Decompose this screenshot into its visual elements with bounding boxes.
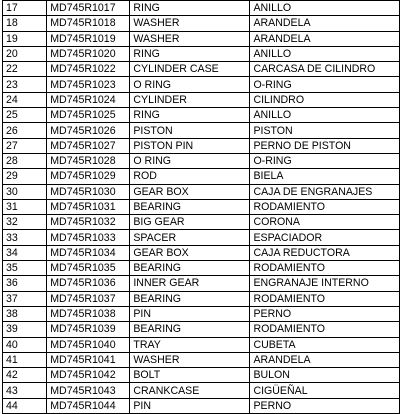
part-code-cell: MD745R1031 (47, 199, 130, 214)
item-number-cell: 35 (3, 261, 47, 276)
table-row (3, 1, 400, 16)
description-es-cell: CUBETA (250, 337, 400, 352)
description-es-cell: BULON (250, 368, 400, 383)
part-code-cell: MD745R1042 (47, 368, 130, 383)
item-number-cell: 32 (3, 215, 47, 230)
description-en-cell: O RING (130, 77, 250, 92)
part-code-cell: MD745R1017 (47, 1, 130, 16)
description-en-cell: BOLT (130, 368, 250, 383)
part-code-cell: MD745R1036 (47, 276, 130, 291)
table-row (3, 276, 400, 291)
table-row (3, 215, 400, 230)
description-en-cell: RING (130, 1, 250, 16)
part-code-cell: MD745R1033 (47, 230, 130, 245)
item-number-cell: 23 (3, 77, 47, 92)
item-number-cell: 24 (3, 92, 47, 107)
item-number-cell: 26 (3, 123, 47, 138)
description-en-cell: BEARING (130, 261, 250, 276)
description-en-cell: RING (130, 108, 250, 123)
description-es-cell: CAJA DE ENGRANAJES (250, 184, 400, 199)
item-number-cell: 39 (3, 322, 47, 337)
table-row (3, 245, 400, 260)
description-en-cell: PISTON (130, 123, 250, 138)
table-row (3, 92, 400, 107)
part-code-cell: MD745R1019 (47, 31, 130, 46)
part-code-cell: MD745R1027 (47, 138, 130, 153)
table-row (3, 16, 400, 31)
table-row (3, 368, 400, 383)
part-code-cell: MD745R1041 (47, 352, 130, 367)
part-code-cell: MD745R1030 (47, 184, 130, 199)
table-row (3, 352, 400, 367)
part-code-cell: MD745R1023 (47, 77, 130, 92)
description-en-cell: GEAR BOX (130, 184, 250, 199)
part-code-cell: MD745R1038 (47, 306, 130, 321)
description-en-cell: GEAR BOX (130, 245, 250, 260)
item-number-cell: 42 (3, 368, 47, 383)
part-code-cell: MD745R1032 (47, 215, 130, 230)
description-en-cell: BEARING (130, 322, 250, 337)
table-row (3, 199, 400, 214)
item-number-cell: 40 (3, 337, 47, 352)
description-es-cell: RODAMIENTO (250, 261, 400, 276)
description-en-cell: CYLINDER CASE (130, 62, 250, 77)
table-row (3, 31, 400, 46)
item-number-cell: 43 (3, 383, 47, 398)
description-es-cell: RODAMIENTO (250, 199, 400, 214)
table-row (3, 184, 400, 199)
description-es-cell: ANILLO (250, 1, 400, 16)
table-row (3, 398, 400, 413)
table-row (3, 46, 400, 61)
description-es-cell: PISTON (250, 123, 400, 138)
item-number-cell: 17 (3, 1, 47, 16)
table-row (3, 337, 400, 352)
description-en-cell: TRAY (130, 337, 250, 352)
item-number-cell: 36 (3, 276, 47, 291)
item-number-cell: 37 (3, 291, 47, 306)
part-code-cell: MD745R1029 (47, 169, 130, 184)
table-row (3, 230, 400, 245)
description-en-cell: CRANKCASE (130, 383, 250, 398)
part-code-cell: MD745R1028 (47, 153, 130, 168)
description-en-cell: WASHER (130, 16, 250, 31)
description-es-cell: CAJA REDUCTORA (250, 245, 400, 260)
part-code-cell: MD745R1018 (47, 16, 130, 31)
item-number-cell: 27 (3, 138, 47, 153)
item-number-cell: 19 (3, 31, 47, 46)
description-en-cell: CYLINDER (130, 92, 250, 107)
part-code-cell: MD745R1043 (47, 383, 130, 398)
part-code-cell: MD745R1034 (47, 245, 130, 260)
table-row (3, 62, 400, 77)
part-code-cell: MD745R1035 (47, 261, 130, 276)
description-en-cell: PIN (130, 398, 250, 413)
description-es-cell: ARANDELA (250, 16, 400, 31)
item-number-cell: 25 (3, 108, 47, 123)
part-code-cell: MD745R1040 (47, 337, 130, 352)
item-number-cell: 30 (3, 184, 47, 199)
description-en-cell: BIG GEAR (130, 215, 250, 230)
item-number-cell: 38 (3, 306, 47, 321)
description-es-cell: BIELA (250, 169, 400, 184)
description-en-cell: WASHER (130, 31, 250, 46)
item-number-cell: 18 (3, 16, 47, 31)
item-number-cell: 44 (3, 398, 47, 413)
description-es-cell: RODAMIENTO (250, 291, 400, 306)
description-en-cell: BEARING (130, 199, 250, 214)
table-row (3, 138, 400, 153)
table-row (3, 153, 400, 168)
item-number-cell: 34 (3, 245, 47, 260)
description-es-cell: CARCASA DE CILINDRO (250, 62, 400, 77)
table-row (3, 169, 400, 184)
description-es-cell: ANILLO (250, 46, 400, 61)
part-code-cell: MD745R1026 (47, 123, 130, 138)
part-code-cell: MD745R1020 (47, 46, 130, 61)
table-row (3, 383, 400, 398)
parts-table (2, 0, 400, 414)
description-en-cell: SPACER (130, 230, 250, 245)
table-row (3, 123, 400, 138)
description-es-cell: O-RING (250, 77, 400, 92)
description-en-cell: INNER GEAR (130, 276, 250, 291)
description-es-cell: RODAMIENTO (250, 322, 400, 337)
description-es-cell: PERNO DE PISTON (250, 138, 400, 153)
description-es-cell: CIGÜEÑAL (250, 383, 400, 398)
description-en-cell: BEARING (130, 291, 250, 306)
table-row (3, 77, 400, 92)
description-es-cell: CORONA (250, 215, 400, 230)
description-es-cell: ARANDELA (250, 352, 400, 367)
description-en-cell: PIN (130, 306, 250, 321)
item-number-cell: 33 (3, 230, 47, 245)
description-es-cell: ENGRANAJE INTERNO (250, 276, 400, 291)
item-number-cell: 41 (3, 352, 47, 367)
table-row (3, 291, 400, 306)
part-code-cell: MD745R1024 (47, 92, 130, 107)
table-row (3, 261, 400, 276)
description-es-cell: ESPACIADOR (250, 230, 400, 245)
part-code-cell: MD745R1037 (47, 291, 130, 306)
item-number-cell: 20 (3, 46, 47, 61)
description-en-cell: RING (130, 46, 250, 61)
parts-table-body (3, 1, 400, 414)
description-es-cell: CILINDRO (250, 92, 400, 107)
part-code-cell: MD745R1025 (47, 108, 130, 123)
part-code-cell: MD745R1022 (47, 62, 130, 77)
part-code-cell: MD745R1039 (47, 322, 130, 337)
item-number-cell: 28 (3, 153, 47, 168)
item-number-cell: 22 (3, 62, 47, 77)
part-code-cell: MD745R1044 (47, 398, 130, 413)
description-es-cell: O-RING (250, 153, 400, 168)
description-en-cell: O RING (130, 153, 250, 168)
description-es-cell: ARANDELA (250, 31, 400, 46)
description-es-cell: ANILLO (250, 108, 400, 123)
description-en-cell: WASHER (130, 352, 250, 367)
description-es-cell: PERNO (250, 306, 400, 321)
item-number-cell: 29 (3, 169, 47, 184)
table-row (3, 322, 400, 337)
item-number-cell: 31 (3, 199, 47, 214)
table-row (3, 108, 400, 123)
description-en-cell: PISTON PIN (130, 138, 250, 153)
table-row (3, 306, 400, 321)
description-en-cell: ROD (130, 169, 250, 184)
description-es-cell: PERNO (250, 398, 400, 413)
